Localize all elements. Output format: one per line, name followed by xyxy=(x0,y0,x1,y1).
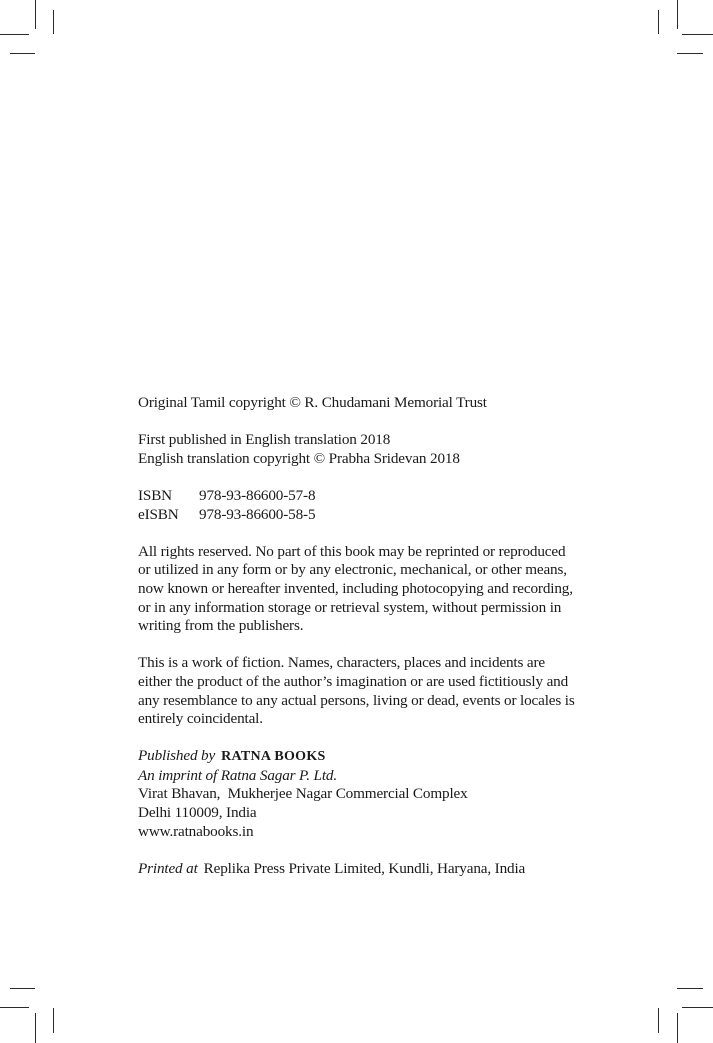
disclaimer-line: either the product of the author’s imagination or are used fictitiously and xyxy=(138,672,569,690)
rights-line: All rights reserved. No part of this book may be reprinted or reproduced xyxy=(138,542,566,560)
crop-mark-top-left-vertical-outer xyxy=(35,0,36,29)
isbn-value: 978-93-86600-57-8 xyxy=(199,486,316,504)
crop-mark-top-left-horizontal-inner xyxy=(10,53,35,54)
disclaimer-line: This is a work of fiction. Names, characters, places and incidents are xyxy=(138,654,546,672)
disclaimer-line: entirely coincidental. xyxy=(138,710,263,728)
eisbn-value: 978-93-86600-58-5 xyxy=(199,505,316,523)
crop-mark-bottom-left-horizontal-inner xyxy=(10,988,35,989)
printed-at-label: Printed at xyxy=(138,859,198,877)
printed-at-line xyxy=(138,860,598,879)
disclaimer-line: any resemblance to any actual persons, living or dead, events or locales is xyxy=(138,691,575,709)
fiction-disclaimer-block xyxy=(138,654,598,728)
publisher-website: www.ratnabooks.in xyxy=(138,822,254,840)
crop-mark-top-right-vertical-inner xyxy=(658,10,659,34)
crop-mark-top-left-vertical-inner xyxy=(53,10,54,34)
rights-line: or in any information storage or retrieval system, without permission in xyxy=(138,598,562,616)
crop-mark-top-left-horizontal-outer xyxy=(0,34,29,35)
eisbn-label: eISBN xyxy=(138,505,179,523)
crop-mark-top-right-vertical-outer xyxy=(677,0,678,29)
publisher-block xyxy=(138,747,598,841)
publisher-name: RATNA BOOKS xyxy=(221,749,326,765)
publisher-address-line1: Virat Bhavan, Mukherjee Nagar Commercial Complex xyxy=(138,785,468,803)
isbn-label: ISBN xyxy=(138,486,173,504)
crop-mark-bottom-right-vertical-inner xyxy=(658,1008,659,1033)
rights-line: writing from the publishers. xyxy=(138,617,304,635)
translation-copyright: English translation copyright © Prabha Sridevan 2018 xyxy=(138,449,460,467)
crop-mark-top-right-horizontal-outer xyxy=(682,34,713,35)
publisher-imprint: An imprint of Ratna Sagar P. Ltd. xyxy=(138,766,337,784)
translation-block xyxy=(138,431,598,468)
eisbn-row xyxy=(138,506,598,525)
rights-line: or utilized in any form or by any electronic, mechanical, or other means, xyxy=(138,561,567,579)
published-by-line xyxy=(138,747,598,767)
printer-name: Replika Press Private Limited, Kundli, Haryana, India xyxy=(203,859,526,877)
rights-line: now known or hereafter invented, including photocopying and recording, xyxy=(138,579,573,597)
crop-mark-top-right-horizontal-inner xyxy=(677,53,703,54)
crop-mark-bottom-left-vertical-outer xyxy=(35,1013,36,1043)
copyright-page xyxy=(138,394,598,897)
first-published: First published in English translation 2018 xyxy=(138,431,391,449)
publisher-address-line2: Delhi 110009, India xyxy=(138,804,257,822)
crop-mark-bottom-left-horizontal-outer xyxy=(0,1007,29,1008)
published-by-label: Published by xyxy=(138,747,216,765)
crop-mark-bottom-right-horizontal-outer xyxy=(682,1007,713,1008)
rights-reserved-block xyxy=(138,543,598,636)
printer-block xyxy=(138,860,598,879)
isbn-row xyxy=(138,487,598,506)
crop-mark-bottom-right-horizontal-inner xyxy=(677,988,703,989)
crop-mark-bottom-left-vertical-inner xyxy=(53,1008,54,1033)
original-copyright: Original Tamil copyright © R. Chudamani Memorial Trust xyxy=(138,394,487,411)
original-copyright-block xyxy=(138,394,598,413)
isbn-block xyxy=(138,487,598,524)
crop-mark-bottom-right-vertical-outer xyxy=(677,1013,678,1043)
